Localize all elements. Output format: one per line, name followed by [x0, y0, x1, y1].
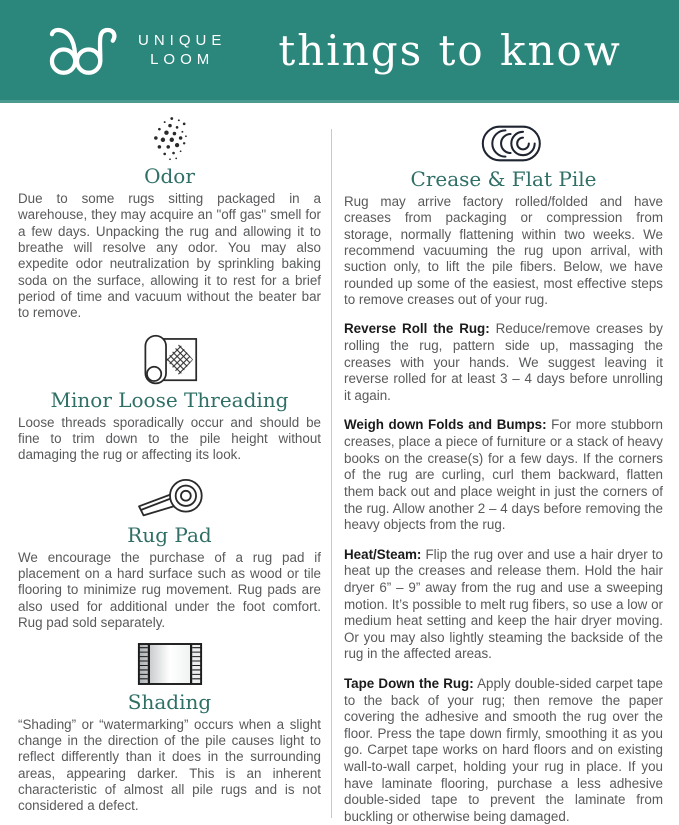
- brand-name: [138, 31, 226, 70]
- tip-tape-down: [344, 676, 663, 825]
- column-divider: [331, 129, 332, 818]
- section-heading-threading: Minor Loose Threading: [50, 387, 289, 412]
- page-header: [0, 0, 679, 103]
- section-body-threading: Loose threads sporadically occur and should be fine to trim down to the pile height without damaging the rug or affecting its look.: [18, 414, 321, 463]
- tip-weigh-down-text: For more stubborn creases, place a piece of furniture or a stack of heavy books on the crease(s) for a few days. If the corners of the rug are curling, curl them backward, flatten them back out and place weight in just the corners of the rug. Allow another 2 – 4 days before removing the heavy objects from the rug.: [344, 417, 663, 533]
- section-threading: [18, 331, 321, 464]
- tip-reverse-roll: [344, 321, 663, 404]
- tip-heat-steam-text: Flip the rug over and use a hair dryer to heat up the creases and release them. Hold the hair dryer 6” – 9” away from the rug and use a sweeping motion. It’s possible to melt rug fibers, so use a low or medium heat setting and keep the hair dryer moving. Or you may also lightly steaming the backside of the rug in the affected areas.: [344, 546, 663, 662]
- tip-tape-down-label: Tape Down the Rug:: [344, 675, 474, 691]
- section-body-odor: Due to some rugs sitting packaged in a warehouse, they may acquire an "off gas" smell for a few days. Unpacking the rug and allowing it to breathe will resolve any odor. You may also expedite odor neutralization by sprinkling baking soda on the surface, allowing it to rest for a brief period of time and vacuum without the beater bar to remove.: [18, 191, 321, 321]
- section-body-rug-pad: We encourage the purchase of a rug pad if placement on a hard surface such as wood or tile flooring to minimize rug movement. Rug pads are also used for additional under the foot comfort. Rug pad sold separately.: [18, 549, 321, 631]
- tip-weigh-down-label: Weigh down Folds and Bumps:: [344, 417, 547, 433]
- shaded-rug-icon: [130, 641, 210, 687]
- section-rug-pad: [18, 473, 321, 632]
- loom-loops-icon: [44, 24, 124, 76]
- content-area: [0, 103, 679, 824]
- tip-reverse-roll-text: Reduce/remove creases by rolling the rug, pattern side up, massaging the creases with your hands. We suggest leaving it reverse rolled for at least 3 – 4 days before unrolling it again.: [344, 321, 663, 403]
- right-column: [344, 115, 663, 824]
- section-heading-odor: Odor: [144, 164, 195, 188]
- section-shading: [18, 641, 321, 815]
- section-body-shading: “Shading” or “watermarking” occurs when a slight change in the direction of the pile causes light to reflect differently than it does in the surrounding areas, appearing darker. This is an inherent characteristic of almost all pile rugs and is not considered a defect.: [18, 716, 321, 814]
- odor-dots-icon: [145, 115, 195, 161]
- section-body-crease: Rug may arrive factory rolled/folded and have creases from packaging or compression from storage, normally flattening within two weeks. We recommend vacuuming the rug upon arrival, with suction only, to lift the pile fibers. Below, we have rounded up some of the easiest, most effective steps to remove creases out of your rug.: [344, 194, 663, 308]
- rug-pad-roll-icon: [133, 473, 207, 520]
- page-title: things to know: [278, 25, 622, 75]
- tip-heat-steam-label: Heat/Steam:: [344, 546, 422, 562]
- brand-line-2: LOOM: [150, 51, 215, 68]
- rolled-rug-crosshatch-icon: [139, 331, 201, 385]
- tip-reverse-roll-label: Reverse Roll the Rug:: [344, 321, 490, 337]
- section-heading-shading: Shading: [127, 689, 212, 714]
- creased-roll-icon: [466, 123, 542, 164]
- left-column: [18, 115, 321, 824]
- tip-heat-steam: [344, 547, 663, 663]
- tip-weigh-down: [344, 417, 663, 533]
- tip-tape-down-text: Apply double-sided carpet tape to the back of your rug; then remove the paper covering the adhesive and smooth the rug over the floor. Press the tape down firmly, smoothing it as you go. Carpet tape works on hard floors and on existing wall-to-wall carpet, holding your rug in place. If you have laminate flooring, purchase a less adhesive double-sided tape to prevent the laminate from buckling or otherwise being damaged.: [344, 675, 663, 824]
- section-crease: [344, 123, 663, 308]
- unique-loom-logo: [44, 24, 226, 76]
- section-heading-rug-pad: Rug Pad: [127, 522, 212, 547]
- section-odor: [18, 115, 321, 322]
- brand-line-1: UNIQUE: [138, 31, 227, 49]
- section-heading-crease: Crease & Flat Pile: [410, 167, 597, 191]
